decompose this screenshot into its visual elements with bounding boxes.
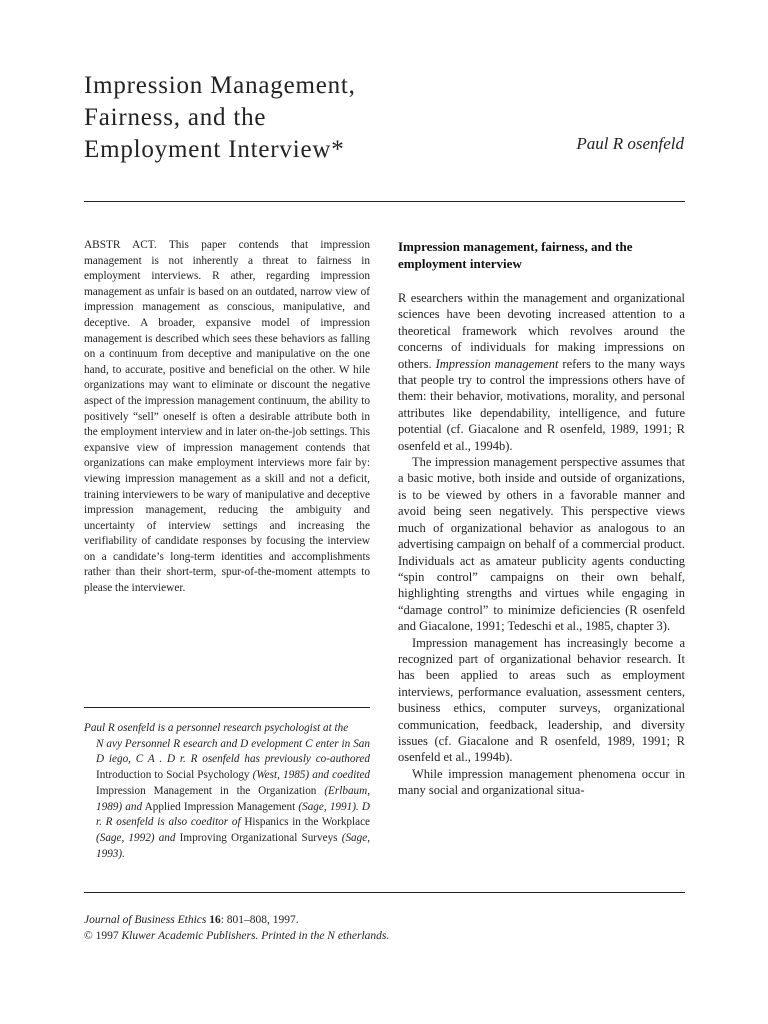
author-name: Paul R osenfeld [576, 134, 684, 153]
bio-book-1: Introduction to Social Psychology [96, 769, 250, 782]
bio-s2: N avy Personnel R esearch and D evelopment C enter in San D iego, C A . D r. R osenfeld has previously co-authored [96, 737, 370, 766]
bio-divider [84, 707, 370, 708]
bio-s8: (Sage, 1991). D r. R osenfeld is also coeditor of [96, 800, 370, 829]
footer [84, 912, 389, 944]
paragraph-1-a: R esearchers within the management and organizational sciences have been devoting increased attention to a theoretical framework which revolves around the concerns of individuals for making impressions on others. [398, 291, 685, 371]
header-divider [84, 201, 685, 202]
title-line-2: Fairness, and the [84, 104, 267, 131]
bio-s1: Paul R osenfeld is a personnel research psychologist at the [84, 722, 349, 734]
paragraph-3: Impression management has increasingly become a recognized part of organizational behavior research. It has been applied to areas such as employment interviews, performance evaluation, assessment centers, business ethics, computer surveys, organizational communication, feedback, leadership, and diversity issues (cf. Giacalone and R osenfeld, 1989, 1991; R osenfeld et al., 1994b). [398, 635, 685, 765]
paragraph-1 [398, 290, 685, 454]
bio-s12: (Sage, 1993). [96, 831, 370, 860]
bio-book-2: Impression Management in the Organization [96, 784, 317, 797]
publisher: Kluwer Academic Publishers. Printed in the N etherlands. [121, 930, 390, 942]
title-line-1: Impression Management, [84, 72, 356, 99]
copyright: © 1997 [84, 930, 119, 942]
paragraph-4: While impression management phenomena occur in many social and organizational situa- [398, 766, 685, 798]
section-heading: Impression management, fairness, and the employment interview [398, 239, 633, 271]
paragraph-1-term: Impression management [435, 356, 559, 371]
right-column [398, 238, 685, 799]
bio-book-4: Hispanics in the Workplace [244, 816, 371, 829]
bio-book-3: Applied Impression Management [144, 800, 296, 813]
paper-title [84, 70, 504, 166]
paragraph-2: The impression management perspective assumes that a basic motive, both inside and outside of organizations, is to be viewed by others in a favorable manner and avoid being seen negatively. This perspective views much of organizational behavior as analogous to an advertising campaign on behalf of a commercial product. Individuals act as amateur publicity agents conducting “spin control” campaigns on their own behalf, highlighting strengths and virtues while engaging in “damage control” to minimize deficiencies (R osenfeld and Giacalone, 1991; Tedeschi et al., 1985, chapter 3). [398, 455, 685, 634]
footer-divider [84, 892, 685, 893]
title-line-3: Employment Interview* [84, 136, 345, 163]
copyright-line [84, 928, 389, 944]
bio-s10: (Sage, 1992) and [96, 831, 176, 844]
journal-name: Journal of Business Ethics [84, 914, 207, 926]
journal-volume: 16 [209, 914, 221, 926]
bio-s6: (Erlbaum, 1989) and [96, 784, 371, 813]
journal-pages: : 801–808, 1997. [220, 914, 299, 926]
bio-book-5: Improving Organizational Surveys [179, 831, 338, 844]
journal-citation [84, 912, 389, 928]
paragraph-1-b: refers to the many ways that people try to control the impressions others have of them: their behavior, motivations, morality, and personal attributes like dependability, intelligence, and future potential (cf. Giacalone and R osenfeld, 1989, 1991; R osenfeld et al., 1994b). [398, 356, 686, 453]
left-column [84, 238, 370, 597]
abstract: ABSTR ACT. This paper contends that impression management is not inherently a threat to fairness in employment interviews. R ather, regarding impression management as unfair is based on an outdated, narrow view of impression management as conscious, manipulative, and deceptive. A broader, expansive model of impression management is described which sees these behaviors as falling on a continuum from deceptive and manipulative on the one hand, to accurate, positive and beneficial on the other. W hile organizations may want to eliminate or discount the negative aspect of the impression management continuum, the ability to positively “sell” oneself is often a desirable attribute both in the employment interview and in later on-the-job settings. This expansive view of impression management contends that organizations can make employment interviews more fair by: viewing impression management as a skill and not a deficit, training interviewers to be wary of manipulative and deceptive impression management, reducing the ambiguity and uncertainty of interview settings and increasing the verifiability of candidate responses by focusing the interview on a candidate’s long-term identities and accomplishments rather than their short-term, spur-of-the-moment attempts to please the interviewer. [84, 239, 370, 595]
author-bio [84, 721, 370, 862]
bio-s4: (West, 1985) and coedited [252, 769, 371, 782]
